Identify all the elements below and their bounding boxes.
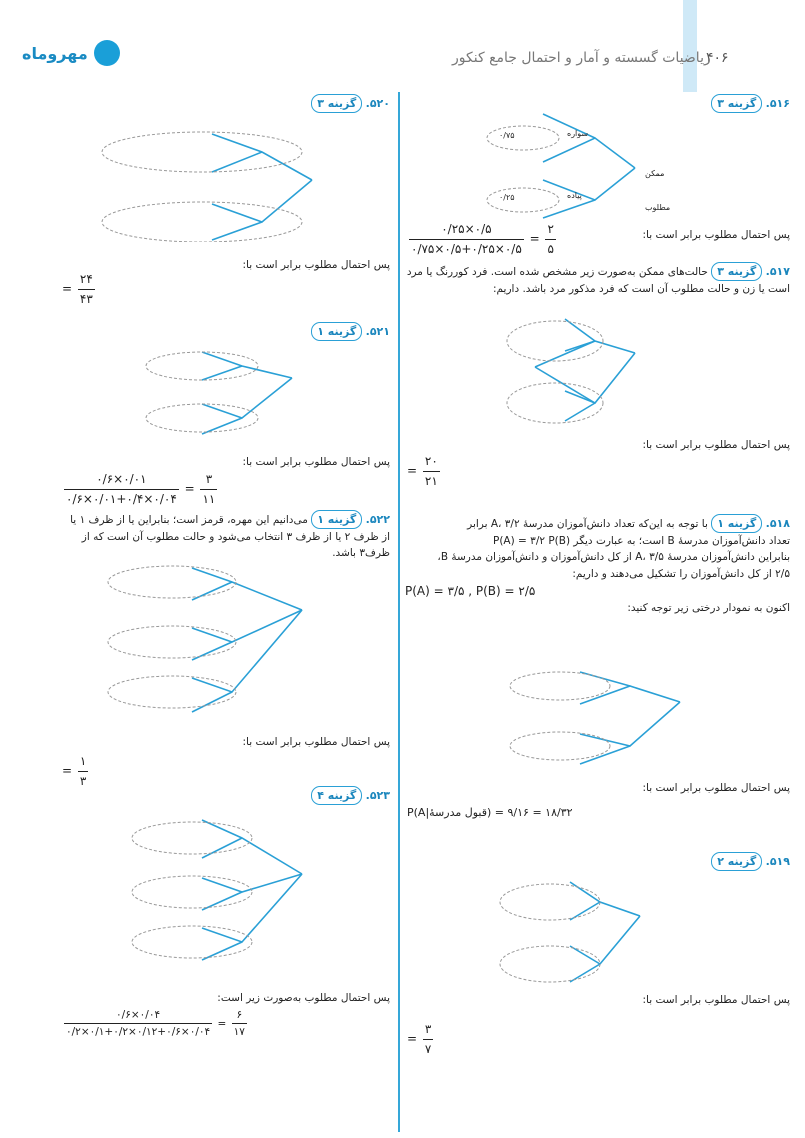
tree-diagram-518: [500, 664, 700, 774]
equation-522: = $\frac{۱}{۳}$: [62, 754, 87, 788]
tree-diagram-522: [102, 562, 332, 722]
equation-516: $\frac{۰/۲۵\times ۰/۵}{۰/۷۵\times ۰/۵+۰/۲۵\times ۰/۵}$ = $\frac{۲}{۵}$: [411, 222, 554, 256]
logo-icon: [94, 40, 120, 66]
question-number: ۵۱۶.: [765, 97, 790, 110]
question-523: ۵۲۳. گزینه ۴: [62, 786, 390, 805]
page-header: [0, 0, 805, 92]
question-522: ۵۲۲. گزینه ۱ می‌دانیم این مهره، قرمز است؛ بنابراین یا از ظرف ۱ یا از ظرف ۲ یا از ظرف ۳ انتخاب می‌شود و حالت مطلوب آن است که از ظرف۳ باشد.: [62, 510, 390, 562]
result-523: پس احتمال مطلوب به‌صورت زیر است:: [217, 992, 390, 1004]
result-519: پس احتمال مطلوب برابر است با:: [642, 994, 790, 1006]
tree-diagram-517: [495, 307, 715, 437]
result-517: پس احتمال مطلوب برابر است با:: [642, 439, 790, 451]
tree-diagram-523: [122, 808, 342, 968]
prob-label: ۰/۷۵: [499, 131, 515, 140]
tree-diagram-520: [92, 112, 342, 242]
question-518: ۵۱۸. گزینه ۱ با توجه به این‌که تعداد دانش‌آموزان مدرسهٔ A، ۳/۲ برابر تعداد دانش‌آموزان مدرسهٔ B است؛ به عبارت دیگر P(A) = ۳/۲ P(B) بنابراین دانش‌آموزان مدرسهٔ A، ۳/۵ از کل دانش‌آموزان و دانش‌آموزان مدرسهٔ B، ۲/۵ از کل دانش‌آموزان را تشکیل می‌دهند و داریم: P(A) = ۳/۵ , P(B) = ۲/۵ اکنون به نمودار درختی زیر توجه کنید:: [405, 514, 790, 617]
logo-text: مهروماه: [22, 43, 88, 63]
page-number: ۴۰۶: [706, 50, 729, 66]
equation-520: = $\frac{۲۴}{۴۳}$: [62, 272, 93, 306]
node-savareh: سواره: [567, 129, 589, 138]
question-text: حالت‌های ممکن به‌صورت زیر مشخص شده است. فرد کوررنگ یا مرد است یا زن و حالت مطلوب آن است که فرد مذکور مرد باشد. داریم:: [406, 266, 790, 296]
question-520: ۵۲۰. گزینه ۳: [62, 94, 390, 113]
node-piadeh: پیاده: [567, 191, 582, 200]
header-color-band: [683, 0, 697, 92]
equation-518: P(A|قبول مدرسهٔ) = ۱۸/۳۲ = ۹/۱۶: [407, 806, 573, 819]
equation-521: $\frac{۰/۶\times ۰/۰۱}{۰/۶\times ۰/۰۱+۰/۴\times ۰/۰۴}$ = $\frac{۳}{۱۱}$: [66, 472, 216, 506]
equation-519: = $\frac{۳}{۷}$: [407, 1022, 432, 1056]
tree-labels-516: [485, 110, 695, 222]
answer-badge: گزینه ۳: [711, 94, 762, 113]
prob-label: ۰/۲۵: [499, 193, 515, 202]
tree-diagram-519: [490, 870, 710, 990]
result-521: پس احتمال مطلوب برابر است با:: [242, 456, 390, 468]
equation-517: = $\frac{۲۰}{۲۱}$: [407, 454, 438, 488]
question-517: ۵۱۷. گزینه ۳ حالت‌های ممکن به‌صورت زیر مشخص شده است. فرد کوررنگ یا مرد است یا زن و حالت مطلوب آن است که فرد مذکور مرد باشد. داریم:: [405, 262, 790, 297]
node-mumken: ممکن: [645, 169, 665, 178]
result-522: پس احتمال مطلوب برابر است با:: [242, 736, 390, 748]
column-divider: [398, 92, 400, 1132]
node-matlub: مطلوب: [645, 203, 671, 212]
tree-diagram-521: [142, 342, 342, 442]
result-520: پس احتمال مطلوب برابر است با:: [242, 259, 390, 271]
equation-523: $\frac{۰/۶\times ۰/۰۴}{۰/۲\times ۰/۱+۰/۲\times ۰/۱۲+۰/۶\times ۰/۰۴}$ = $\frac{۶}{۱۷}$: [66, 1009, 245, 1039]
question-521: ۵۲۱. گزینه ۱: [62, 322, 390, 341]
publisher-logo: [22, 40, 120, 66]
result-516: پس احتمال مطلوب برابر است با:: [642, 229, 790, 241]
book-title: ریاضیات گسسته و آمار و احتمال جامع کنکور: [452, 50, 711, 66]
pa-pb-equation: P(A) = ۳/۵ , P(B) = ۲/۵: [405, 583, 536, 598]
question-519: ۵۱۹. گزینه ۲: [405, 852, 790, 871]
result-518: پس احتمال مطلوب برابر است با:: [642, 782, 790, 794]
